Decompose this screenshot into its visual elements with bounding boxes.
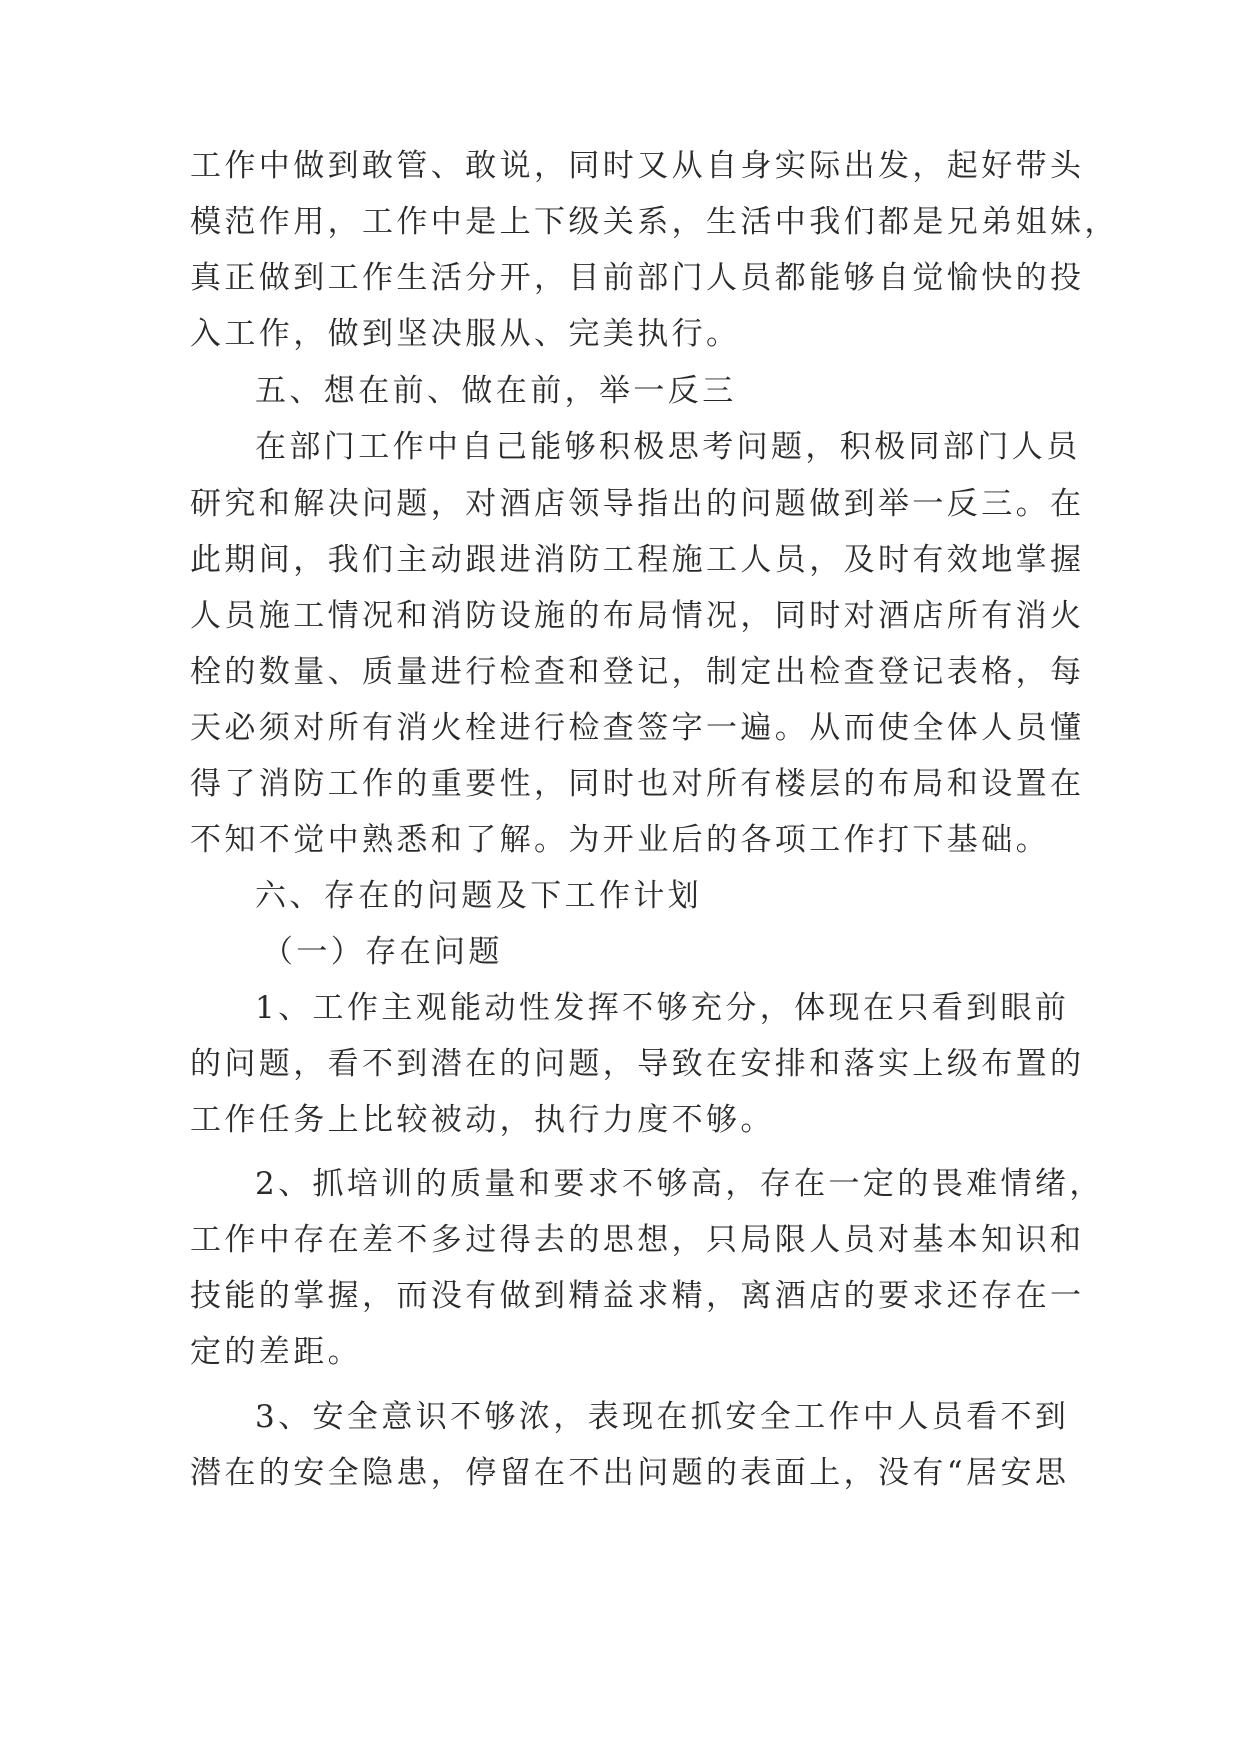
paragraph-line: 技能的掌握，而没有做到精益求精，离酒店的要求还存在一 [190,1278,1085,1314]
paragraph-line: 2、抓培训的质量和要求不够高，存在一定的畏难情绪， [255,1166,1104,1202]
paragraph-line: 此期间，我们主动跟进消防工程施工人员，及时有效地掌握 [190,542,1085,578]
paragraph-line: 栓的数量、质量进行检查和登记，制定出检查登记表格，每 [190,654,1085,690]
paragraph-line: 模范作用，工作中是上下级关系，生活中我们都是兄弟姐妹， [190,204,1119,240]
paragraph-line: 真正做到工作生活分开，目前部门人员都能够自觉愉快的投 [190,260,1085,296]
section-heading-5: 五、想在前、做在前，举一反三 [255,373,737,409]
paragraph-line: 1、工作主观能动性发挥不够充分，体现在只看到眼前 [255,990,1070,1026]
paragraph-line: 的问题，看不到潜在的问题，导致在安排和落实上级布置的 [190,1046,1085,1082]
paragraph-line: 研究和解决问题，对酒店领导指出的问题做到举一反三。在 [190,486,1085,522]
paragraph-line: 入工作，做到坚决服从、完美执行。 [190,316,741,352]
subsection-heading: （一）存在问题 [262,934,503,970]
paragraph-line: 天必须对所有消火栓进行检查签字一遍。从而使全体人员懂 [190,710,1085,746]
paragraph-line: 3、安全意识不够浓，表现在抓安全工作中人员看不到 [255,1399,1070,1435]
paragraph-line: 人员施工情况和消防设施的布局情况，同时对酒店所有消火 [190,598,1085,634]
paragraph-line: 得了消防工作的重要性，同时也对所有楼层的布局和设置在 [190,766,1085,802]
section-heading-6: 六、存在的问题及下工作计划 [255,878,703,914]
paragraph-line: 工作中做到敢管、敢说，同时又从自身实际出发，起好带头 [190,148,1085,184]
paragraph-line: 工作任务上比较被动，执行力度不够。 [190,1102,775,1138]
paragraph-line: 在部门工作中自己能够积极思考问题，积极同部门人员 [255,429,1081,465]
paragraph-line: 不知不觉中熟悉和了解。为开业后的各项工作打下基础。 [190,822,1050,858]
paragraph-line: 潜在的安全隐患，停留在不出问题的表面上，没有“居安思 [190,1455,1070,1491]
paragraph-line: 定的差距。 [190,1334,362,1370]
paragraph-line: 工作中存在差不多过得去的思想，只局限人员对基本知识和 [190,1222,1085,1258]
